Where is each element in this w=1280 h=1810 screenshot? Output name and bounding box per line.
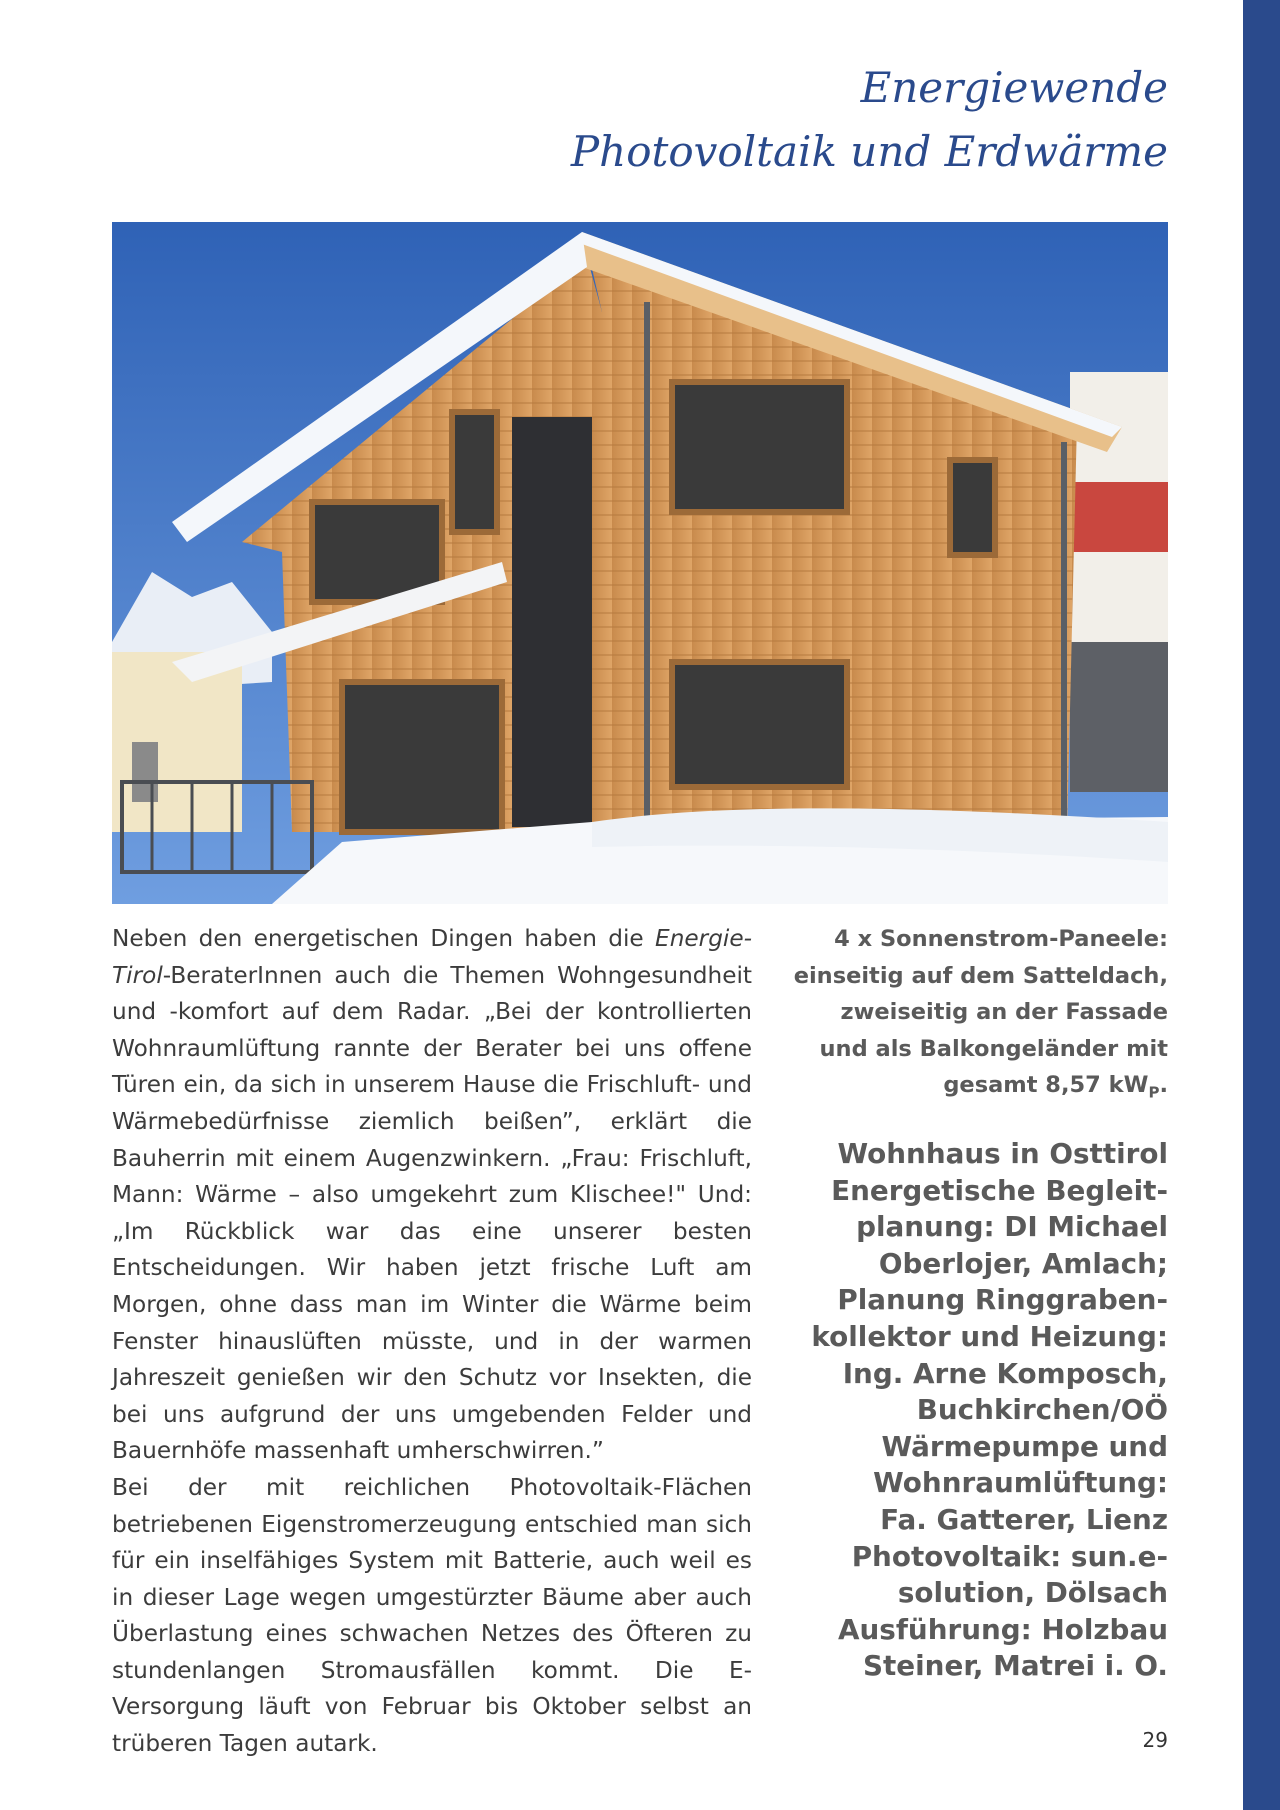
credit-line: Wohnraumlüftung: — [873, 1466, 1168, 1500]
credit-line: Energetische Begleit- — [831, 1173, 1168, 1207]
caption-subscript: P — [1148, 1083, 1160, 1102]
credit-line: Wärmepumpe und — [881, 1429, 1168, 1463]
credit-line: kollektor und Heizung: — [811, 1319, 1168, 1353]
body-paragraph-1-italic: Energie-Tirol — [112, 925, 752, 989]
credit-line: Oberlojer, Amlach; — [878, 1246, 1168, 1280]
body-paragraph-1 — [112, 921, 752, 1470]
house-photo — [112, 222, 1168, 904]
page-header — [268, 56, 1168, 184]
page-number: 29 — [1142, 1728, 1168, 1752]
credit-line: planung: DI Michael — [856, 1210, 1168, 1244]
body-paragraph-1-run-2: -BeraterInnen auch die Themen Wohngesundheit und -komfort auf dem Radar. „Bei der kontrollierten Wohnraumlüftung rannte der Berater bei uns offene Türen ein, da sich in unserem Hause die Frischluft- und Wärmebedürfnisse ziemlich beißen”, erklärt die Bauherrin mit einem Augenzwinkern. „Frau: Frischluft, Mann: Wärme – also umgekehrt zum Klischee!" Und: „Im Rückblick war das eine unserer besten Entscheidungen. Wir haben jetzt frische Luft am Morgen, ohne dass man im Winter die Wärme beim Fenster hinauslüften müsste, und in der warmen Jahreszeit genießen wir den Schutz vor Insekten, die bei uns aufgrund der uns umgebenden Felder und Bauernhöfe massenhaft umherschwirren.” — [112, 961, 752, 1465]
project-credits — [790, 1136, 1168, 1685]
credit-line: Fa. Gatterer, Lienz — [880, 1502, 1168, 1536]
credit-line: Wohnhaus in Osttirol — [837, 1137, 1168, 1170]
credit-line: Ausführung: Holzbau — [837, 1612, 1168, 1646]
caption-end: . — [1159, 1072, 1168, 1099]
credit-line: solution, Dölsach — [897, 1576, 1168, 1610]
caption-text: 4 x Sonnenstrom-Paneele: einseitig auf dem Satteldach, zweiseitig an der Fassade und als Balkongeländer mit gesamt 8,57 kW — [793, 926, 1168, 1099]
body-paragraph-2: Bei der mit reichlichen Photovoltaik-Flächen betriebenen Eigenstromerzeugung entschied man sich für ein inselfähiges System mit Batterie, auch weil es in dieser Lage wegen umgestürzter Bäume aber auch Überlastung eines schwachen Netzes des Öfteren zu stundenlangen Stromausfällen kommt. Die E-Versorgung läuft von Februar bis Oktober selbst an trüberen Tagen autark. — [112, 1473, 752, 1758]
body-paragraph-1-run-1: Neben den energetischen Dingen haben die — [112, 925, 656, 952]
credit-line: Planung Ringgraben- — [837, 1283, 1168, 1317]
credit-line: Photovoltaik: sun.e- — [851, 1539, 1168, 1573]
body-text — [112, 921, 752, 1763]
title-line-2: Photovoltaik und Erdwärme — [570, 127, 1168, 176]
page-edge-bar — [1243, 0, 1280, 1810]
photo-caption — [790, 921, 1168, 1111]
title-line-1: Energiewende — [860, 63, 1168, 112]
credit-line: Ing. Arne Komposch, — [842, 1356, 1168, 1390]
credit-line: Steiner, Matrei i. O. — [862, 1649, 1168, 1683]
credit-line: Buchkirchen/OÖ — [916, 1393, 1168, 1427]
